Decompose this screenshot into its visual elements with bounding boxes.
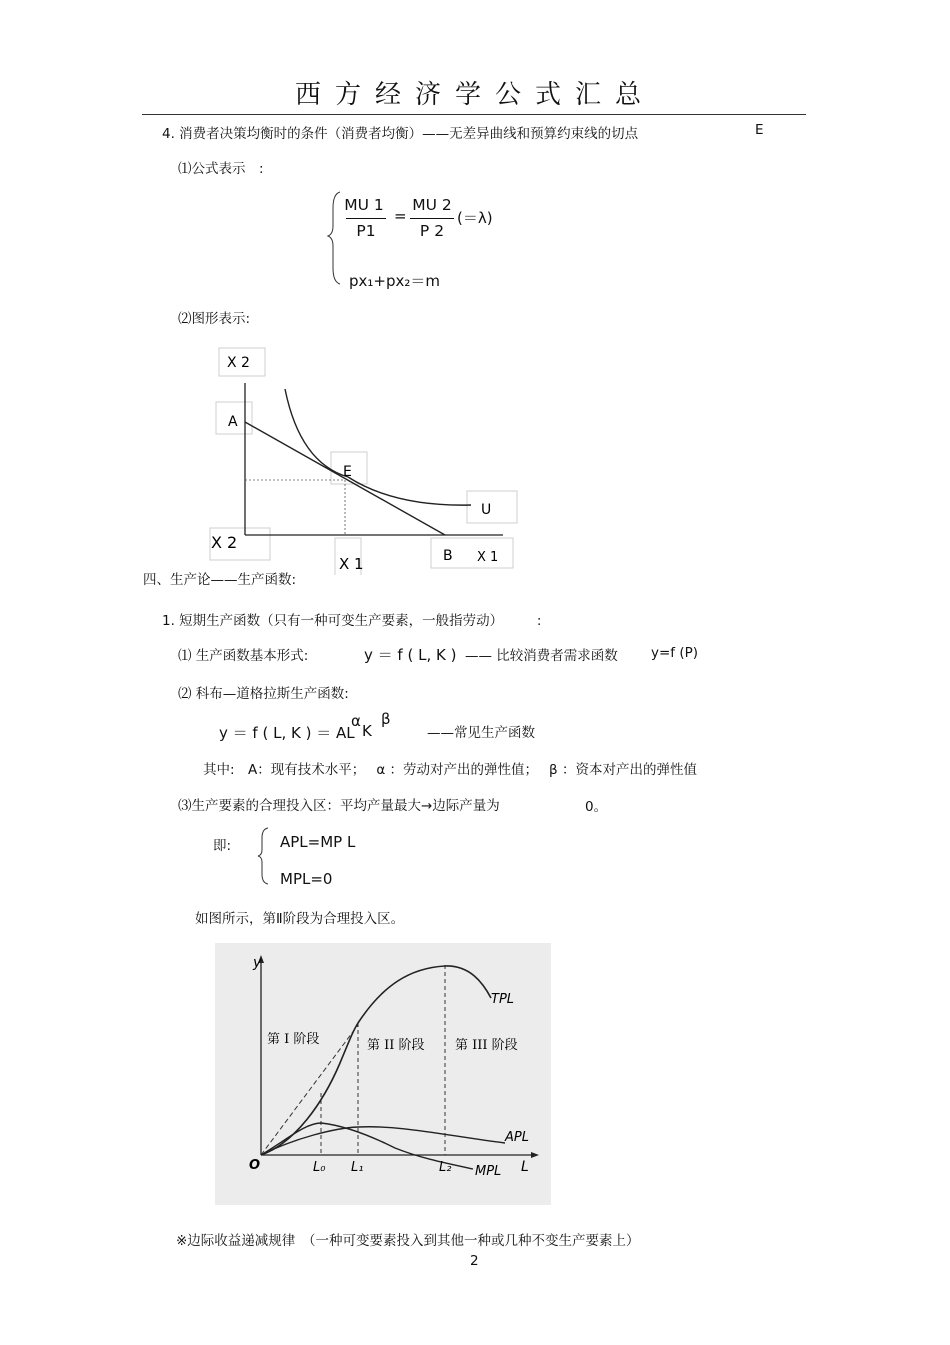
- fraction2-line: [410, 218, 454, 219]
- budget-constraint: px₁+px₂＝m: [349, 272, 441, 290]
- k-symbol: K: [362, 722, 372, 740]
- basic-form-label: ⑴ 生产函数基本形式:: [178, 648, 309, 664]
- section4-heading: 4. 消费者决策均衡时的条件（消费者均衡）——无差异曲线和预算约束线的切点: [162, 126, 639, 142]
- graph-x2star-label: X 2: [211, 533, 238, 552]
- page-number: 2: [470, 1253, 479, 1269]
- basic-form-equation: y ＝ f ( L, K ): [364, 646, 457, 664]
- lambda-text: (＝λ): [457, 209, 493, 227]
- production-stages-chart: [215, 943, 551, 1205]
- formula-label: ⑴公式表示 :: [178, 161, 264, 177]
- ji-label: 即:: [213, 838, 232, 854]
- chart-ap-label: APL: [505, 1130, 529, 1145]
- graph-b-label: B: [443, 548, 453, 564]
- parameter-definitions: 其中: A：现有技术水平； α ：劳动对产出的弹性值； β ：资本对产出的弹性值: [203, 762, 697, 778]
- cobb-douglas-note: ——常见生产函数: [427, 725, 535, 741]
- diminishing-returns-law: ※边际收益递减规律 （一种可变要素投入到其他一种或几种不变生产要素上）: [176, 1233, 640, 1249]
- mu2-text: MU 2: [412, 196, 452, 214]
- cobb-douglas-label: ⑵ 科布—道格拉斯生产函数:: [178, 686, 349, 702]
- graph-x1star-label: X 1: [339, 555, 364, 573]
- title-rule: [142, 114, 806, 115]
- p2-text: P 2: [419, 222, 445, 240]
- graph-label: ⑵图形表示:: [178, 311, 251, 327]
- basic-form-note: —— 比较消费者需求函数: [465, 648, 618, 664]
- equals-sign: =: [394, 207, 407, 225]
- p1-text: P1: [356, 222, 376, 240]
- section4-heading-tail: E: [755, 122, 764, 138]
- formula-brace: [326, 188, 346, 288]
- chart-origin-label: O: [249, 1158, 261, 1173]
- graph-e-label: E: [343, 464, 352, 480]
- condition-ap-equals-mp: APL=MP L: [280, 833, 356, 851]
- chart-l0-label: L₀: [313, 1160, 326, 1175]
- document-title: 西方经济学公式汇总: [294, 80, 655, 110]
- cobb-douglas-equation: y ＝ f ( L, K ) ＝ AL: [219, 724, 355, 742]
- section-iv-heading: 四、生产论——生产函数:: [143, 572, 297, 588]
- short-run-heading: 1. 短期生产函数（只有一种可变生产要素，一般指劳动） :: [162, 613, 542, 629]
- chart-mp-label: MPL: [475, 1164, 502, 1179]
- chart-l2-label: L₂: [439, 1160, 452, 1175]
- consumer-equilibrium-graph: [205, 345, 525, 575]
- stage-three-label: 第 III 阶段: [455, 1038, 518, 1053]
- chart-l-label: L: [521, 1159, 529, 1175]
- figure-note: 如图所示，第Ⅱ阶段为合理投入区。: [195, 911, 405, 927]
- condition-mp-zero: MPL=0: [280, 870, 333, 888]
- demand-function: y=f (P): [651, 645, 699, 661]
- beta-superscript: β: [381, 710, 391, 728]
- graph-x1-label: X 1: [477, 550, 499, 565]
- rational-zone-tail: 0。: [585, 799, 608, 815]
- graph-a-label: A: [228, 414, 238, 430]
- chart-l1-label: L₁: [351, 1160, 364, 1175]
- graph-u-label: U: [481, 502, 492, 518]
- stage-two-label: 第 II 阶段: [367, 1038, 425, 1053]
- conditions-brace: [256, 826, 272, 886]
- alpha-superscript: α: [351, 712, 361, 730]
- u-label-box: [467, 491, 517, 523]
- chart-tp-label: TPL: [491, 992, 515, 1007]
- mu1-text: MU 1: [344, 196, 384, 214]
- fraction1-line: [346, 218, 386, 219]
- graph-x2-label: X 2: [227, 355, 250, 371]
- indifference-curve: [285, 389, 471, 505]
- stage-one-label: 第 I 阶段: [267, 1032, 320, 1047]
- chart-y-label: y: [253, 955, 262, 971]
- rational-zone-label: ⑶生产要素的合理投入区：平均产量最大→边际产量为: [178, 798, 500, 814]
